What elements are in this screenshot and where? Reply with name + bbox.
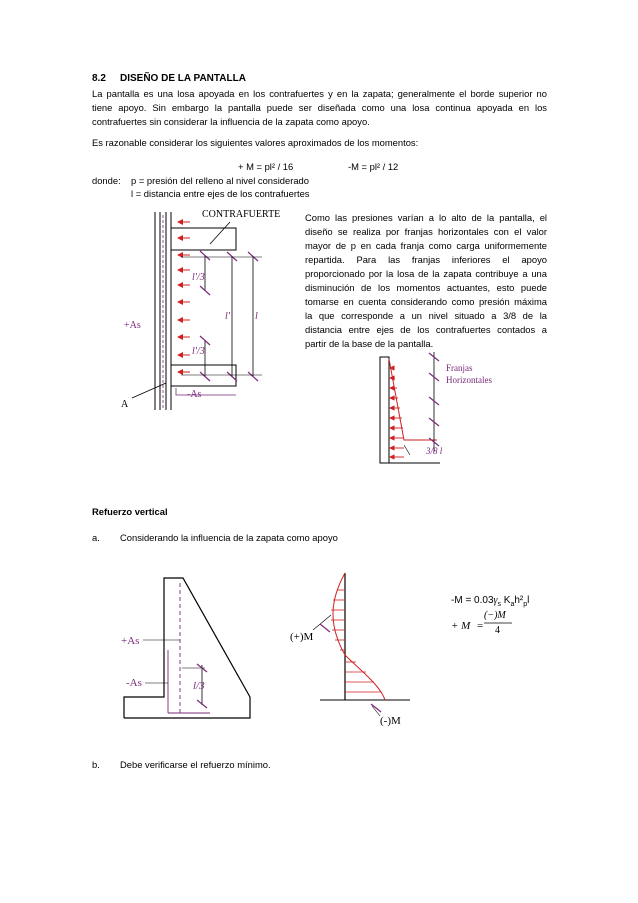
side-line-6: disminución de los momentos actuantes, esto puede [305,282,547,293]
where-l: l = distancia entre ejes de los contrafuertes [131,188,310,199]
side-line-2: diseño se realiza por franjas horizontales con el valor [305,226,547,237]
label-a: A [121,399,129,410]
moment-positive: + M = pl² / 16 [238,161,294,172]
side-line-7: tomarse en cuenta considerando como presión máxima [305,296,547,307]
item-a-text: Considerando la influencia de la zapata como apoyo [120,532,338,543]
intro-line-1: La pantalla es una losa apoyada en los contrafuertes y en la zapata; generalmente el borde superior no [92,88,547,99]
formula-numerator: (−)M [484,610,506,621]
item-b-text: Debe verificarse el refuerzo mínimo. [120,759,271,770]
section-l-third: l/3 [193,680,205,692]
side-line-4: repartida. Para las franjas inferiores el apoyo [305,254,547,265]
moment-negative: -M = pl² / 12 [348,161,399,172]
item-b-label: b. [92,759,100,770]
label-l-third-top: l'/3 [192,272,205,283]
side-line-5: proporcionado por la losa de la zapata contribuye a una [305,268,547,279]
label-contrafuerte: CONTRAFUERTE [202,209,281,220]
side-line-9: distancia entre ejes de los contrafuertes contados a [305,324,547,335]
intro-line-3: contrafuertes sin considerar la influencia de la zapata como apoyo. [92,116,370,127]
label-plus-m: (+)M [290,631,314,643]
label-minus-as: -As [187,389,202,400]
label-l-prime: l' [225,311,230,322]
label-three-eighths: 3/8 l [426,446,443,456]
section-number: 8.2 [92,73,106,84]
intro-line-2: tiene apoyo. Sin embargo la pantalla puede ser diseñada como una losa continua apoyada en los [92,102,547,113]
side-line-10: partir de la base de la pantalla. [305,338,434,349]
item-a-label: a. [92,532,100,543]
label-minus-m: (-)M [380,715,401,727]
label-franjas: Franjas [446,363,473,373]
section-plus-as: +As [121,635,140,647]
formula-denominator: 4 [495,625,500,636]
formula-equals: = [477,620,484,632]
formula-negative-moment: $-M = 0.03\gamma_s$ $K_ah^2_pl$ [451,595,530,608]
section-minus-as: -As [126,677,142,689]
label-l-third-bottom: l'/3 [192,346,205,357]
section-title: DISEÑO DE LA PANTALLA [120,73,246,84]
side-line-1: Como las presiones varían a lo alto de la pantalla, el [305,212,547,223]
where-p: p = presión del relleno al nivel considerado [131,175,309,186]
label-plus-as: +As [124,320,141,331]
side-line-8: la que corresponde a un nivel situado a 3/8 de la [305,310,547,321]
side-line-3: mayor de p en cada franja como carga uniformemente [305,240,547,251]
where-label: donde: [92,175,121,186]
label-horizontales: Horizontales [446,375,492,385]
refuerzo-title: Refuerzo vertical [92,506,168,517]
label-l: l [255,311,258,322]
moments-intro: Es razonable considerar los siguientes valores aproximados de los momentos: [92,137,419,148]
formula-positive-lhs: + M [451,620,471,632]
